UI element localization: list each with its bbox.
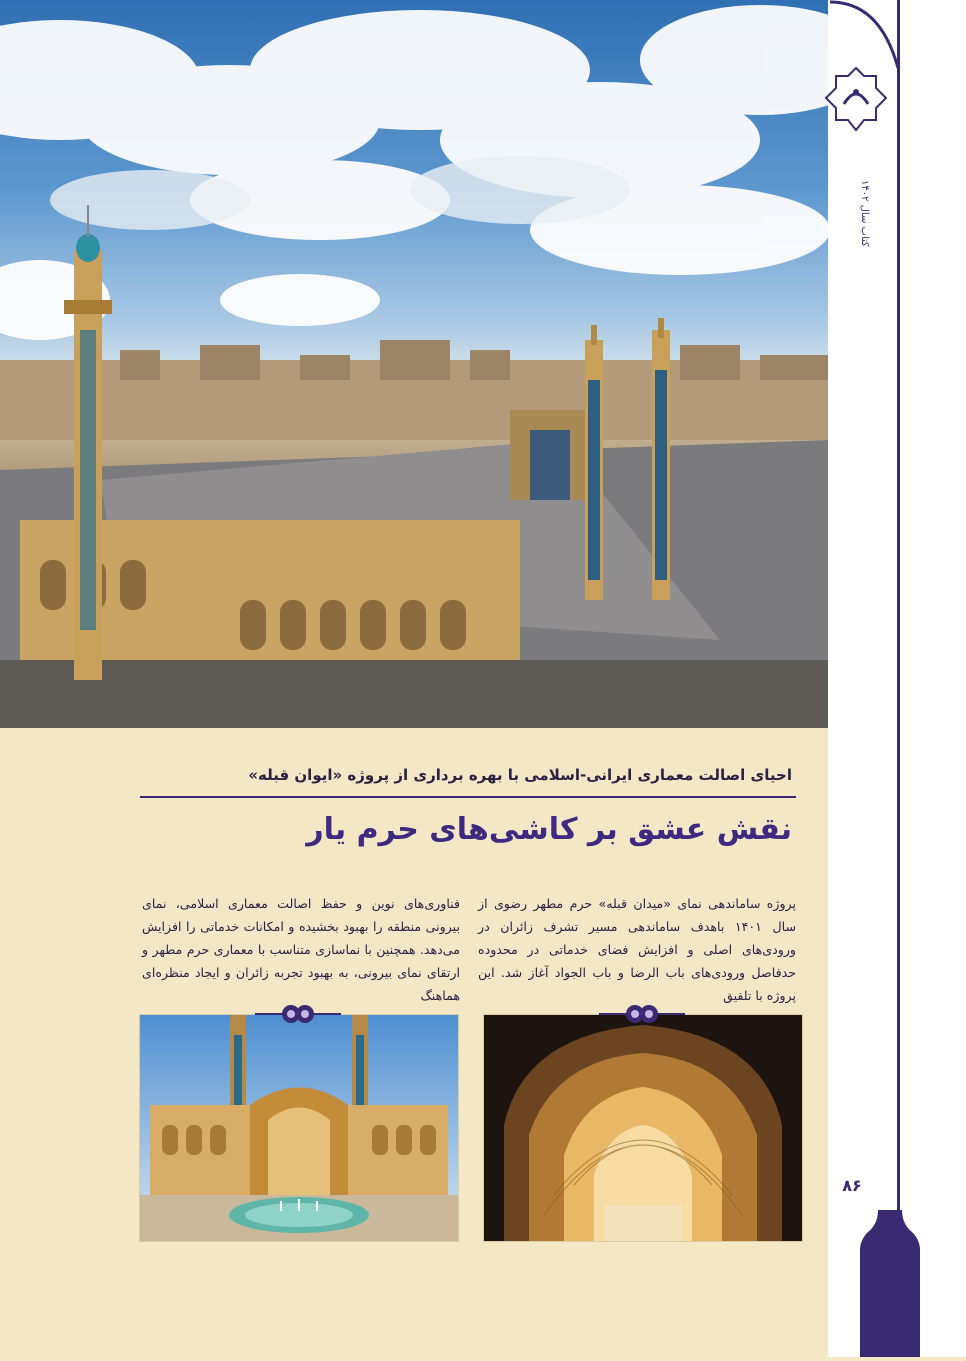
page-tab — [860, 1210, 920, 1357]
page-number: ۸۶ — [842, 1176, 862, 1195]
publication-logo — [824, 66, 888, 132]
article-column-left: فناوری‌های نوین و حفظ اصالت معماری اسلامی، نمای بیرونی منطقه را بهبود بخشیده و امکانات خدماتی را افزایش می‌دهد. همچنین با نماسازی متناسب با معماری حرم مطهر و ارتقای نمای بیرونی، به بهبود تجربه زائران و ایجاد منظره‌ای هماهنگ — [142, 896, 460, 1003]
book-caption: کتاب سال ۱۴۰۲ — [859, 179, 870, 247]
photo-courtyard-fountain — [139, 1014, 459, 1242]
kicker-divider — [140, 796, 796, 798]
margin-corner-curve — [830, 0, 900, 70]
article-headline: نقش عشق بر کاشی‌های حرم یار — [306, 812, 792, 847]
photo-illuminated-iwan — [483, 1014, 803, 1242]
article-kicker: احیای اصالت معماری ایرانی-اسلامی با بهره برداری از پروژه «ایوان قبله» — [248, 766, 792, 784]
hero-photo — [0, 0, 828, 728]
article-column-right: پروژه ساماندهی نمای «میدان قبله» حرم مطهر رضوی از سال ۱۴۰۱ باهدف ساماندهی مسیر تشرف زائران در ورودی‌های اصلی و افزایش فضای خدماتی در محدوده حدفاصل ورودی‌های باب الرضا و باب الجواد آغاز شد. این پروژه با تلفیق — [478, 896, 797, 1003]
ornament-right — [599, 1002, 685, 1026]
ornament-left — [255, 1002, 341, 1026]
margin-rule — [897, 0, 900, 1357]
